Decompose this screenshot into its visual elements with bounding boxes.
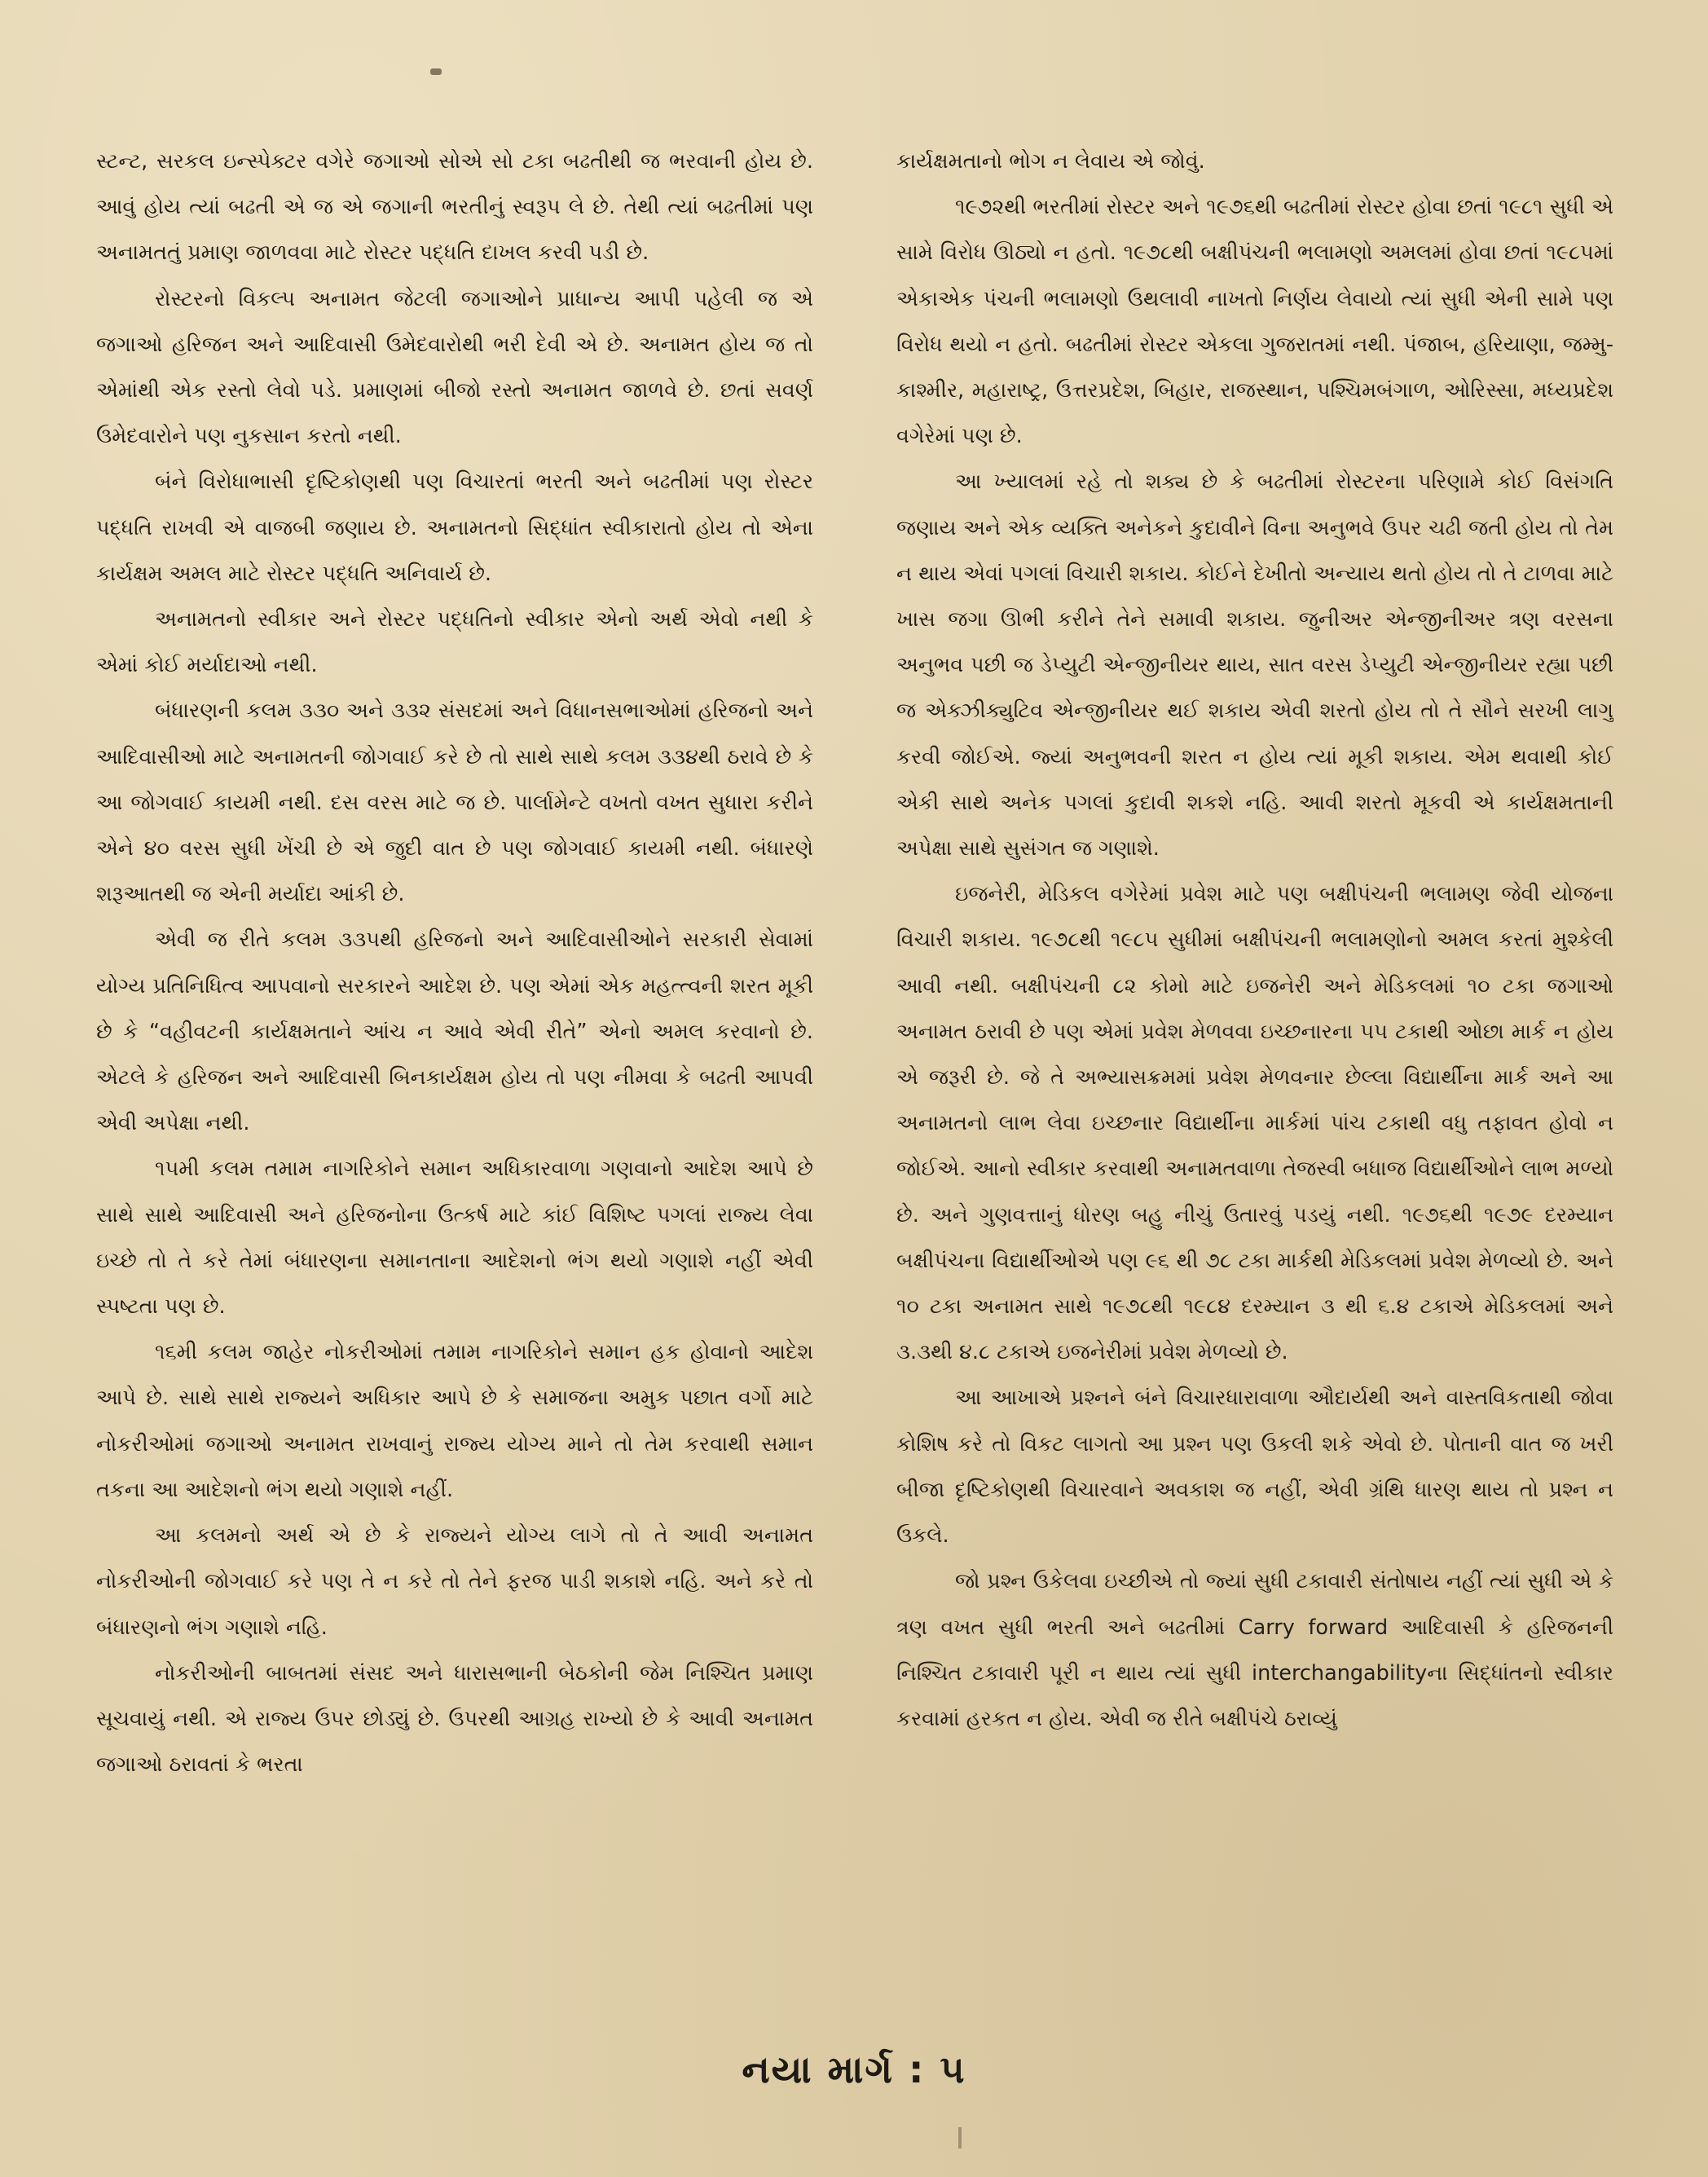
left-paragraph-1: સ્ટન્ટ, સરકલ ઇન્સ્પેક્ટર વગેરે જગાઓ સોએ સો ટકા બઢતીથી જ ભરવાની હોય છે. આવું હોય ત્યાં બઢતી એ જ એ જગાની ભરતીનું સ્વરૂપ લે છે. તેથી ત્યાં બઢતીમાં પણ અનામતતું પ્રમાણ જાળવવા માટે રોસ્ટર પદ્ધતિ દાખલ કરવી પડી છે.: [96, 149, 813, 266]
left-paragraph-2: રોસ્ટરનો વિકલ્પ અનામત જેટલી જગાઓને પ્રાધાન્ય આપી પહેલી જ એ જગાઓ હરિજન અને આદિવાસી ઉમેદવારોથી ભરી દેવી એ છે. અનામત હોય જ તો એમાંથી એક રસ્તો લેવો પડે. પ્રમાણમાં બીજો રસ્તો અનામત જાળવે છે. છતાં સવર્ણ ઉમેદવારોને પણ નુકસાન કરતો નથી.: [96, 286, 813, 449]
right-paragraph-3: આ ખ્યાલમાં રહે તો શક્ય છે કે બઢતીમાં રોસ્ટરના પરિણામે કોઈ વિસંગતિ જણાય અને એક વ્યક્તિ અનેકને કુદાવીને વિના અનુભવે ઉપર ચઢી જતી હોય તો તેમ ન થાય એવાં પગલાં વિચારી શકાય. કોઈને દેખીતો અન્યાય થતો હોય તો તે ટાળવા માટે ખાસ જગા ઊભી કરીને તેને સમાવી શકાય. જુનીઅર એન્જીનીઅર ત્રણ વરસના અનુભવ પછી જ ડેપ્યુટી એન્જીનીયર થાય, સાત વરસ ડેપ્યુટી એન્જીનીયર રહ્યા પછી જ એક્ઝીક્યુટિવ એન્જીનીયર થઈ શકાય એવી શરતો હોય તો તે સૌને સરખી લાગુ કરવી જોઈએ. જ્યાં અનુભવની શરત ન હોય ત્યાં મૂકી શકાય. એમ થવાથી કોઈ એકી સાથે અનેક પગલાં કુદાવી શકશે નહિ. આવી શરતો મૂકવી એ કાર્યક્ષમતાની અપેક્ષા સાથે સુસંગત જ ગણાશે.: [896, 469, 1613, 862]
left-paragraph-5: બંધારણની કલમ ૩૩૦ અને ૩૩૨ સંસદમાં અને વિધાનસભાઓમાં હરિજનો અને આદિવાસીઓ માટે અનામતની જોગવાઈ કરે છે તો સાથે સાથે કલમ ૩૩૪થી ઠરાવે છે કે આ જોગવાઈ કાયમી નથી. દસ વરસ માટે જ છે. પાર્લામેન્ટે વખતો વખત સુધારા કરીને એને ૪૦ વરસ સુધી ખેંચી છે એ જુદી વાત છે પણ જોગવાઈ કાયમી નથી. બંધારણે શરૂઆતથી જ એની મર્યાદા આંકી છે.: [96, 698, 813, 907]
print-mark-bottom: [958, 2127, 962, 2148]
right-paragraph-2: ૧૯૭૨થી ભરતીમાં રોસ્ટર અને ૧૯૭૬થી બઢતીમાં રોસ્ટર હોવા છતાં ૧૯૮૧ સુધી એ સામે વિરોધ ઊઠ્યો ન હતો. ૧૯૭૮થી બક્ષીપંચની ભલામણો અમલમાં હોવા છતાં ૧૯૮૫માં એકાએક પંચની ભલામણો ઉથલાવી નાખતો નિર્ણય લેવાયો ત્યાં સુધી એની સામે પણ વિરોધ થયો ન હતો. બઢતીમાં રોસ્ટર એકલા ગુજરાતમાં નથી. પંજાબ, હરિયાણા, જમ્મુ-કાશ્મીર, મહારાષ્ટ્ર, ઉત્તરપ્રદેશ, બિહાર, રાજસ્થાન, પશ્ચિમબંગાળ, ઓરિસ્સા, મધ્યપ્રદેશ વગેરેમાં પણ છે.: [896, 195, 1613, 449]
left-paragraph-3: બંને વિરોધાભાસી દૃષ્ટિકોણથી પણ વિચારતાં ભરતી અને બઢતીમાં પણ રોસ્ટર પદ્ધતિ રાખવી એ વાજબી જણાય છે. અનામતનો સિદ્ધાંત સ્વીકારાતો હોય તો એના કાર્યક્ષમ અમલ માટે રોસ્ટર પદ્ધતિ અનિવાર્ય છે.: [96, 469, 813, 586]
left-paragraph-10: નોકરીઓની બાબતમાં સંસદ અને ધારાસભાની બેઠકોની જેમ નિશ્ચિત પ્રમાણ સૂચવાયું નથી. એ રાજ્ય ઉપર છોડ્યું છે. ઉપરથી આગ્રહ રાખ્યો છે કે આવી અનામત જગાઓ ઠરાવતાં કે ભરતા: [96, 1660, 813, 1778]
left-paragraph-9: આ કલમનો અર્થ એ છે કે રાજ્યને યોગ્ય લાગે તો તે આવી અનામત નોકરીઓની જોગવાઈ કરે પણ તે ન કરે તો તેને ફરજ પાડી શકાશે નહિ. અને કરે તો બંધારણનો ભંગ ગણાશે નહિ.: [96, 1523, 813, 1640]
right-paragraph-6: જો પ્રશ્ન ઉકેલવા ઇચ્છીએ તો જ્યાં સુધી ટકાવારી સંતોષાય નહીં ત્યાં સુધી એ કે ત્રણ વખત સુધી ભરતી અને બઢતીમાં Carry forward આદિવાસી કે હરિજનની નિશ્ચિત ટકાવારી પૂરી ન થાય ત્યાં સુધી interchangabilityના સિદ્ધાંતનો સ્વીકાર કરવામાં હરકત ન હોય. એવી જ રીતે બક્ષીપંચે ઠરાવ્યું: [896, 1569, 1613, 1731]
right-paragraph-5: આ આખાએ પ્રશ્નને બંને વિચારધારાવાળા ઔદાર્યથી અને વાસ્તવિકતાથી જોવા કોશિષ કરે તો વિકટ લાગતો આ પ્રશ્ન પણ ઉકલી શકે એવો છે. પોતાની વાત જ ખરી બીજા દૃષ્ટિકોણથી વિચારવાને અવકાશ જ નહીં, એવી ગ્રંથિ ધારણ થાય તો પ્રશ્ન ન ઉકલે.: [896, 1386, 1613, 1549]
print-mark: [430, 68, 442, 75]
left-paragraph-7: ૧૫મી કલમ તમામ નાગરિકોને સમાન અધિકારવાળા ગણવાનો આદેશ આપે છે સાથે સાથે આદિવાસી અને હરિજનોના ઉત્કર્ષ માટે કાંઈ વિશિષ્ટ પગલાં રાજ્ય લેવા ઇચ્છે તો તે કરે તેમાં બંધારણના સમાનતાના આદેશનો ભંગ થયો ગણાશે નહીં એવી સ્પષ્ટતા પણ છે.: [96, 1157, 813, 1320]
left-paragraph-6: એવી જ રીતે કલમ ૩૩૫થી હરિજનો અને આદિવાસીઓને સરકારી સેવામાં યોગ્ય પ્રતિનિધિત્વ આપવાનો સરકારને આદેશ છે. પણ એમાં એક મહત્ત્વની શરત મૂકી છે કે “વહીવટની કાર્યક્ષમતાને આંચ ન આવે એવી રીતે” એનો અમલ કરવાનો છે. એટલે કે હરિજન અને આદિવાસી બિનકાર્યક્ષમ હોય તો પણ નીમવા કે બઢતી આપવી એવી અપેક્ષા નથી.: [96, 928, 813, 1136]
left-paragraph-4: અનામતનો સ્વીકાર અને રોસ્ટર પદ્ધતિનો સ્વીકાર એનો અર્થ એવો નથી કે એમાં કોઈ મર્યાદાઓ નથી.: [96, 607, 813, 678]
left-column: [96, 139, 813, 2013]
right-paragraph-1: કાર્યક્ષમતાનો ભોગ ન લેવાય એ જોવું.: [896, 149, 1205, 174]
page-footer: નયા માર્ગ : ૫: [742, 2047, 966, 2091]
right-column: [896, 139, 1613, 2013]
right-paragraph-4: ઇજનેરી, મેડિકલ વગેરેમાં પ્રવેશ માટે પણ બક્ષીપંચની ભલામણ જેવી યોજના વિચારી શકાય. ૧૯૭૮થી ૧૯૮૫ સુધીમાં બક્ષીપંચની ભલામણોનો અમલ કરતાં મુશ્કેલી આવી નથી. બક્ષીપંચની ૮૨ કોમો માટે ઇજનેરી અને મેડિકલમાં ૧૦ ટકા જગાઓ અનામત ઠરાવી છે પણ એમાં પ્રવેશ મેળવવા ઇચ્છનારના ૫૫ ટકાથી ઓછા માર્ક ન હોય એ જરૂરી છે. જે તે અભ્યાસક્રમમાં પ્રવેશ મેળવનાર છેલ્લા વિદ્યાર્થીના માર્ક અને આ અનામતનો લાભ લેવા ઇચ્છનાર વિદ્યાર્થીના માર્કમાં પાંચ ટકાથી વધુ તફાવત હોવો ન જોઈએ. આનો સ્વીકાર કરવાથી અનામતવાળા તેજસ્વી બધાજ વિદ્યાર્થીઓને લાભ મળ્યો છે. અને ગુણવત્તાનું ધોરણ બહુ નીચું ઉતારવું પડયું નથી. ૧૯૭૬થી ૧૯૭૯ દરમ્યાન બક્ષીપંચના વિદ્યાર્થીઓએ પણ ૯૬ થી ૭૮ ટકા માર્કથી મેડિકલમાં પ્રવેશ મેળવ્યો છે. અને ૧૦ ટકા અનામત સાથે ૧૯૭૮થી ૧૯૮૪ દરમ્યાન ૩ થી ૬.૪ ટકાએ મેડિકલમાં અને ૩.૩થી ૪.૮ ટકાએ ઇજનેરીમાં પ્રવેશ મેળવ્યો છે.: [896, 882, 1613, 1365]
left-paragraph-8: ૧૬મી કલમ જાહેર નોકરીઓમાં તમામ નાગરિકોને સમાન હક હોવાનો આદેશ આપે છે. સાથે સાથે રાજ્યને અધિકાર આપે છે કે સમાજના અમુક પછાત વર્ગો માટે નોકરીઓમાં જગાઓ અનામત રાખવાનું રાજ્ય યોગ્ય માને તો તેમ કરવાથી સમાન તકના આ આદેશનો ભંગ થયો ગણાશે નહીં.: [96, 1340, 813, 1502]
